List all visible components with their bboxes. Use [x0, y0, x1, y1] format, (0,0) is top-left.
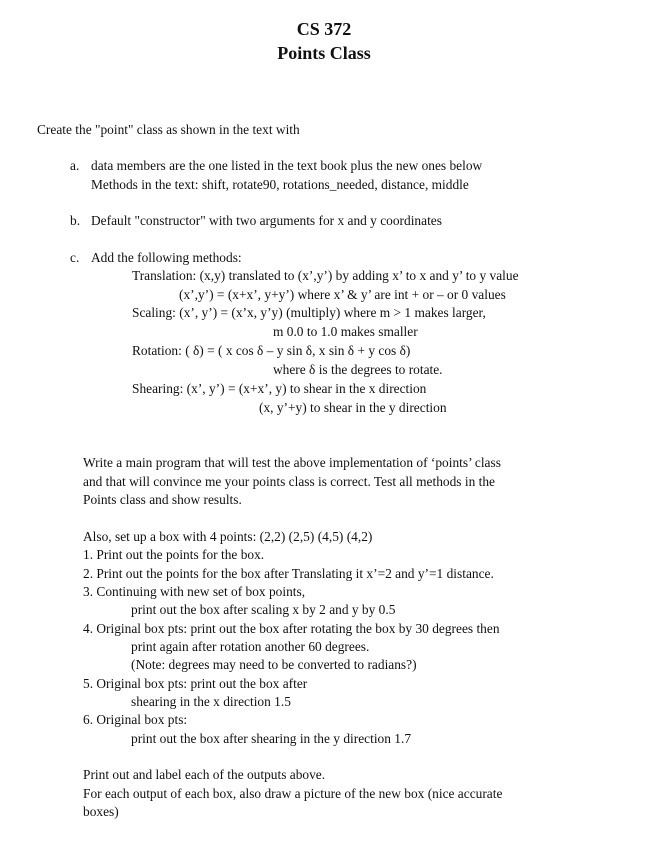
intro-text: Create the "point" class as shown in the text with — [37, 122, 300, 137]
box-step-3-detail: print out the box after scaling x by 2 and y by 0.5 — [131, 602, 396, 617]
item-a-line2: Methods in the text: shift, rotate90, rotations_needed, distance, middle — [91, 177, 469, 192]
translation-formula: (x’,y’) = (x+x’, y+y’) where x’ & y’ are int + or – or 0 values — [179, 287, 506, 302]
box-step-5: 5. Original box pts: print out the box after — [83, 676, 308, 691]
box-step-4: 4. Original box pts: print out the box after rotating the box by 30 degrees then — [83, 621, 500, 636]
box-intro: Also, set up a box with 4 points: (2,2) (2,5) (4,5) (4,2) — [83, 529, 373, 544]
rotation-note: where δ is the degrees to rotate. — [273, 362, 443, 377]
box-step-6: 6. Original box pts: — [83, 712, 188, 727]
item-a-line1: data members are the one listed in the text book plus the new ones below — [91, 158, 483, 173]
main-program-line1: Write a main program that will test the above implementation of ‘points’ class — [83, 455, 501, 470]
scaling-line: Scaling: (x’, y’) = (x’x, y’y) (multiply) where m > 1 makes larger, — [132, 305, 486, 320]
closing-line2: For each output of each box, also draw a picture of the new box (nice accurate — [83, 786, 503, 801]
item-b-line1: Default "constructor" with two arguments for x and y coordinates — [91, 213, 442, 228]
item-b-marker: b. — [70, 213, 81, 228]
translation-line: Translation: (x,y) translated to (x’,y’) by adding x’ to x and y’ to y value — [132, 268, 519, 283]
item-a-marker: a. — [70, 158, 80, 173]
main-program-line3: Points class and show results. — [83, 492, 242, 507]
box-step-3: 3. Continuing with new set of box points, — [83, 584, 306, 599]
page-title: Points Class — [277, 43, 371, 63]
box-step-6-detail: print out the box after shearing in the y direction 1.7 — [131, 731, 412, 746]
closing-line1: Print out and label each of the outputs above. — [83, 767, 326, 782]
box-step-4-note: (Note: degrees may need to be converted to radians?) — [131, 657, 417, 672]
box-step-5-detail: shearing in the x direction 1.5 — [131, 694, 291, 709]
course-code: CS 372 — [296, 19, 352, 39]
item-c-marker: c. — [70, 250, 80, 265]
closing-line3: boxes) — [83, 804, 119, 819]
item-c-heading: Add the following methods: — [91, 250, 242, 265]
scaling-note: m 0.0 to 1.0 makes smaller — [273, 324, 418, 339]
shearing-note: (x, y’+y) to shear in the y direction — [259, 400, 447, 415]
box-step-2: 2. Print out the points for the box after Translating it x’=2 and y’=1 distance. — [83, 566, 494, 581]
box-step-1: 1. Print out the points for the box. — [83, 547, 265, 562]
main-program-line2: and that will convince me your points class is correct. Test all methods in the — [83, 474, 495, 489]
box-step-4-detail: print again after rotation another 60 degrees. — [131, 639, 370, 654]
rotation-line: Rotation: ( δ) = ( x cos δ – y sin δ, x sin δ + y cos δ) — [132, 343, 411, 358]
shearing-line: Shearing: (x’, y’) = (x+x’, y) to shear in the x direction — [132, 381, 427, 396]
